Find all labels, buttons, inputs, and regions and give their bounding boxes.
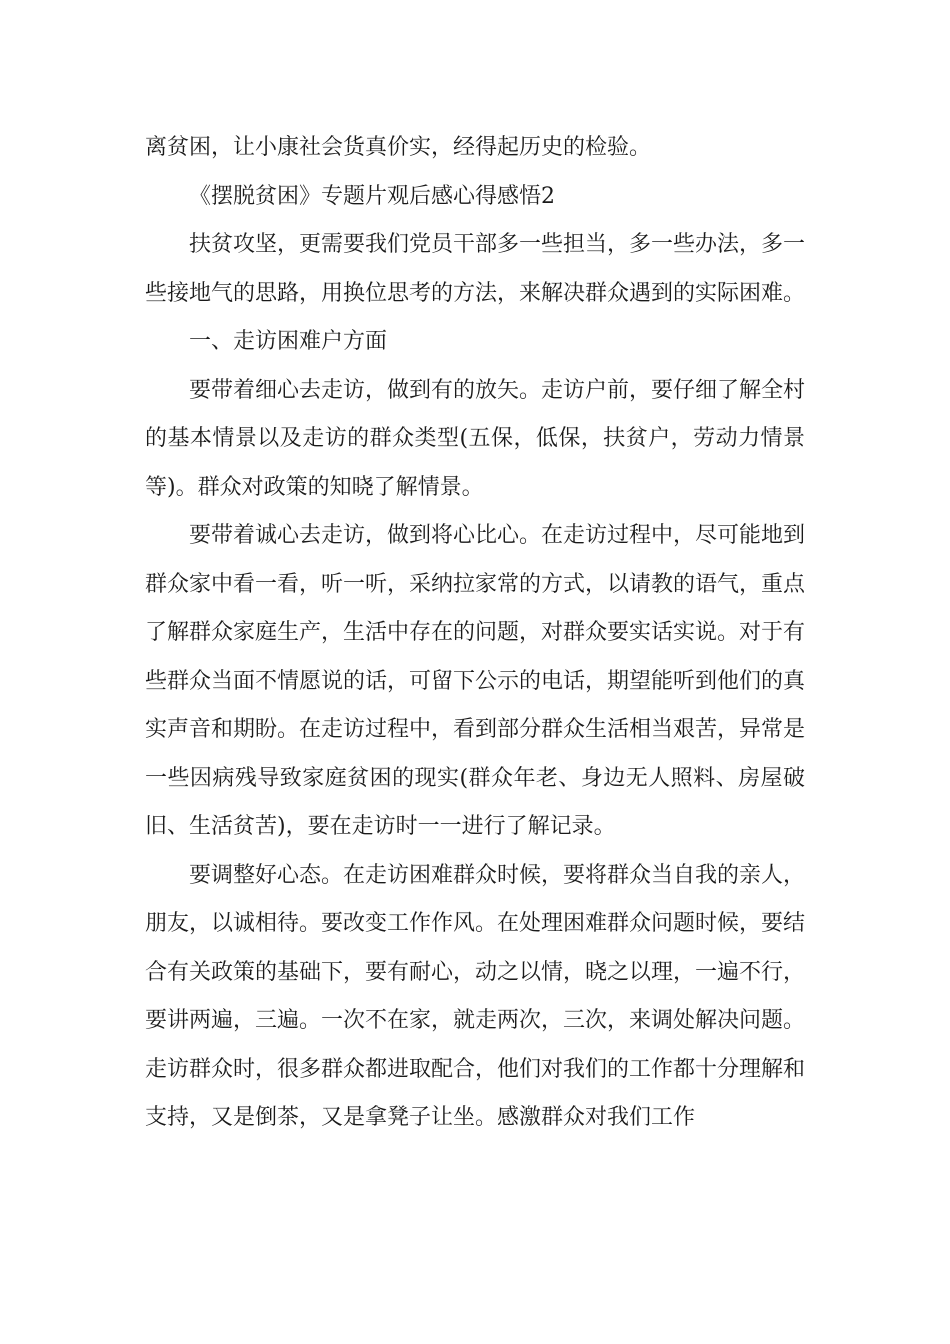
paragraph-careful-visit: 要带着细心去走访，做到有的放矢。走访户前，要仔细了解全村的基本情景以及走访的群众类型(五保，低保，扶贫户，劳动力情景等)。群众对政策的知晓了解情景。 [145, 377, 806, 500]
paragraph-continuation: 离贫困，让小康社会货真价实，经得起历史的检验。 [145, 135, 652, 160]
paragraph-intro: 扶贫攻坚，更需要我们党员干部多一些担当，多一些办法，多一些接地气的思路，用换位思考的方法，来解决群众遇到的实际困难。 [145, 232, 806, 306]
section-title: 《摆脱贫困》专题片观后感心得感悟2 [189, 183, 555, 209]
document-body [145, 124, 805, 1143]
section-heading-visit: 一、走访困难户方面 [189, 329, 388, 354]
paragraph-sincere-visit: 要带着诚心去走访，做到将心比心。在走访过程中，尽可能地到群众家中看一看，听一听，采纳拉家常的方式，以请教的语气，重点了解群众家庭生产，生活中存在的问题，对群众要实话实说。对于有些群众当面不情愿说的话，可留下公示的电话，期望能听到他们的真实声音和期盼。在走访过程中，看到部分群众生活相当艰苦，异常是一些因病残导致家庭贫困的现实(群众年老、身边无人照料、房屋破旧、生活贫苦)，要在走访时一一进行了解记录。 [145, 523, 806, 839]
paragraph-mindset: 要调整好心态。在走访困难群众时候，要将群众当自我的亲人，朋友，以诚相待。要改变工作作风。在处理困难群众问题时候，要结合有关政策的基础下，要有耐心，动之以情，晓之以理，一遍不行，要讲两遍，三遍。一次不在家，就走两次，三次，来调处解决问题。走访群众时，很多群众都进取配合，他们对我们的工作都十分理解和支持，又是倒茶，又是拿凳子让坐。感激群众对我们工作 [145, 862, 806, 1130]
